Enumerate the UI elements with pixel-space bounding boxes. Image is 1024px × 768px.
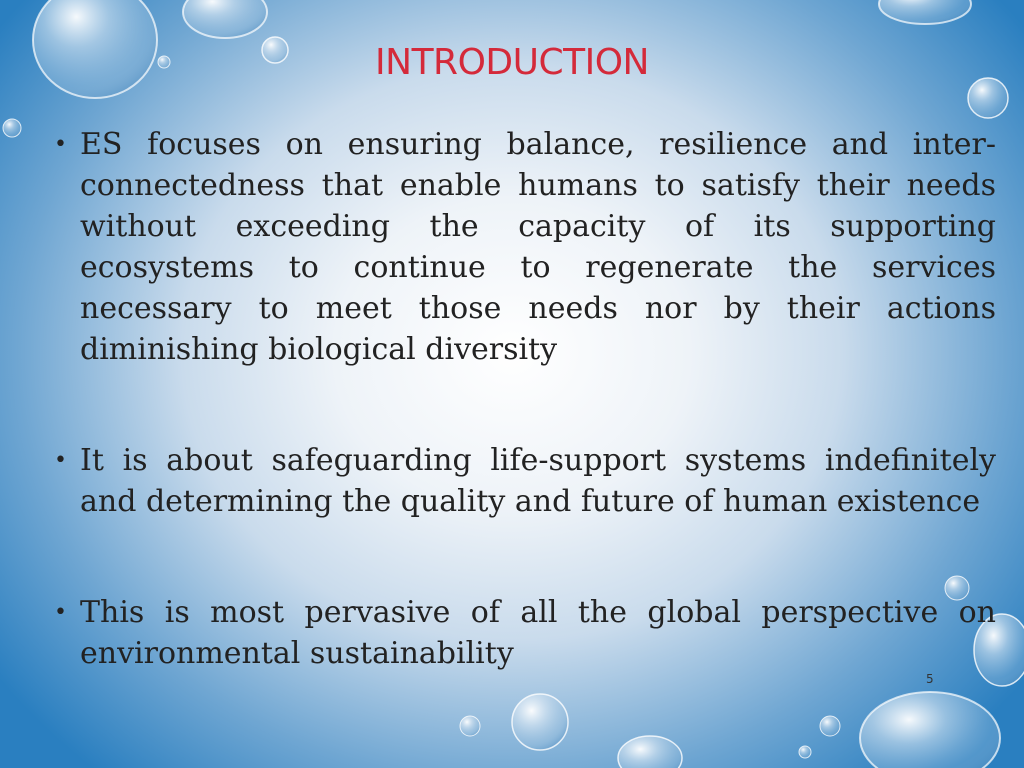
bullet-item: • This is most pervasive of all the global perspective on environmental sustainability <box>52 592 996 674</box>
bullet-item: • It is about safeguarding life-support systems indefinitely and determining the quality and future of human existence <box>52 440 996 522</box>
bullet-list <box>52 124 996 674</box>
page-number: 5 <box>926 672 934 686</box>
slide-title: INTRODUCTION <box>375 42 649 83</box>
bullet-item: • ES focuses on ensuring balance, resilience and inter-connectedness that enable humans to satisfy their needs without exceeding the capacity of its supporting ecosystems to continue to regenerate the services necessary to meet those needs nor by their actions diminishing biological diversity <box>52 124 996 370</box>
